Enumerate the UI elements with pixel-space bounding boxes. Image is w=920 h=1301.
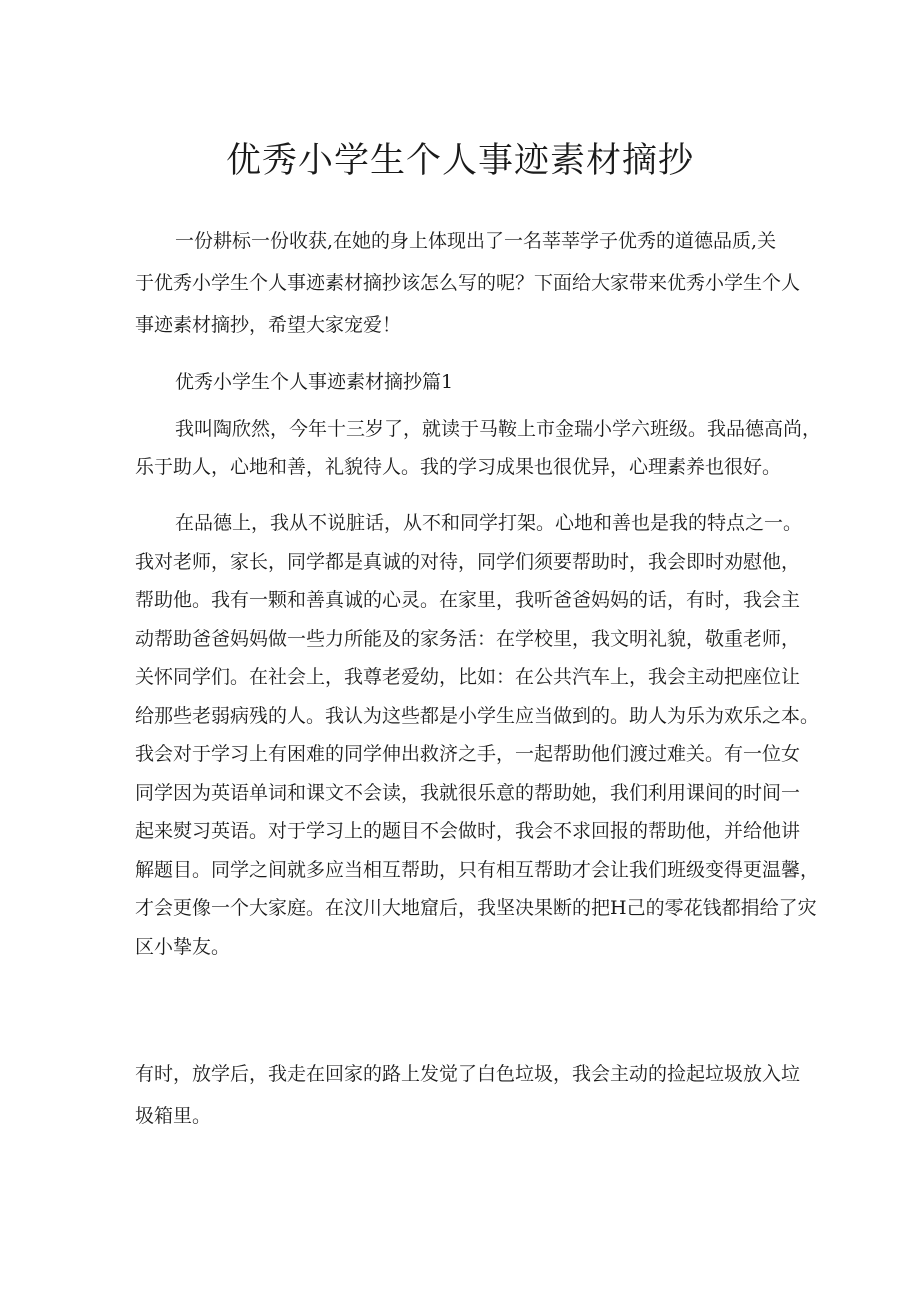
paragraph-3	[135, 1053, 801, 1137]
paragraph-line: 区小挚友。	[135, 935, 231, 958]
paragraph-2	[135, 504, 820, 966]
paragraph-1	[135, 410, 822, 486]
intro-line: 于优秀小学生个人事迹素材摘抄该怎么写的呢？下面给大家带来优秀小学生个人	[135, 272, 801, 294]
section-heading-block	[135, 364, 790, 400]
paragraph-line: 动帮助爸爸妈妈做一些力所能及的家务活：在学校里，我文明礼貌，敬重老师，	[135, 627, 801, 650]
paragraph-line: 我会对于学习上有困难的同学伸出救济之手，一起帮助他们渡过难关。有一位女	[135, 743, 801, 765]
paragraph-line: 我叫陶欣然，今年十三岁了，就读于马鞍上市金瑞小学六班级。我品德高尚，	[175, 418, 822, 440]
paragraph-line: 同学因为英语单词和课文不会读，我就很乐意的帮助她，我们利用课间的时间一	[135, 781, 801, 804]
paragraph-line: 我对老师，家长，同学都是真诚的对待，同学们须要帮助时，我会即时劝慰他，	[135, 550, 801, 573]
paragraph-line: 才会更像一个大家庭。在汶川大地窟后，我坚决果断的把H己的零花钱都捐给了灾	[135, 897, 817, 919]
paragraph-line: 在品德上，我从不说脏话，从不和同学打架。心地和善也是我的特点之一。	[175, 512, 803, 534]
paragraph-line: 帮助他。我有一颗和善真诚的心灵。在家里，我听爸爸妈妈的话，有时，我会主	[135, 589, 801, 611]
intro-line: 一份耕标一份收获,在她的身上体现出了一名莘莘学子优秀的道德品质,关	[175, 230, 777, 252]
intro-line: 事迹素材摘抄，希望大家宠爱！	[135, 314, 402, 336]
paragraph-line: 起来熨习英语。对于学习上的题目不会做时，我会不求回报的帮助他，并给他讲	[135, 820, 801, 842]
paragraph-line: 解题目。同学之间就多应当相互帮助，只有相互帮助才会让我们班级变得更温馨，	[135, 858, 820, 881]
intro-paragraph	[135, 220, 801, 346]
paragraph-line: 乐于助人，心地和善，礼貌待人。我的学习成果也很优异，心理素养也很好。	[135, 456, 782, 478]
paragraph-line: 关怀同学们。在社会上，我尊老爱幼，比如：在公共汽车上，我会主动把座位让	[135, 666, 801, 688]
document-title: 优秀小学生个人事迹素材摘抄	[225, 141, 694, 181]
paragraph-line: 圾箱里。	[135, 1105, 212, 1127]
section-heading: 优秀小学生个人事迹素材摘抄篇1	[175, 371, 454, 393]
paragraph-line: 有时，放学后，我走在回家的路上发觉了白色垃圾，我会主动的捡起垃圾放入垃	[135, 1063, 801, 1085]
paragraph-line: 给那些老弱病残的人。我认为这些都是小学生应当做到的。助人为乐为欢乐之本。	[135, 704, 820, 727]
